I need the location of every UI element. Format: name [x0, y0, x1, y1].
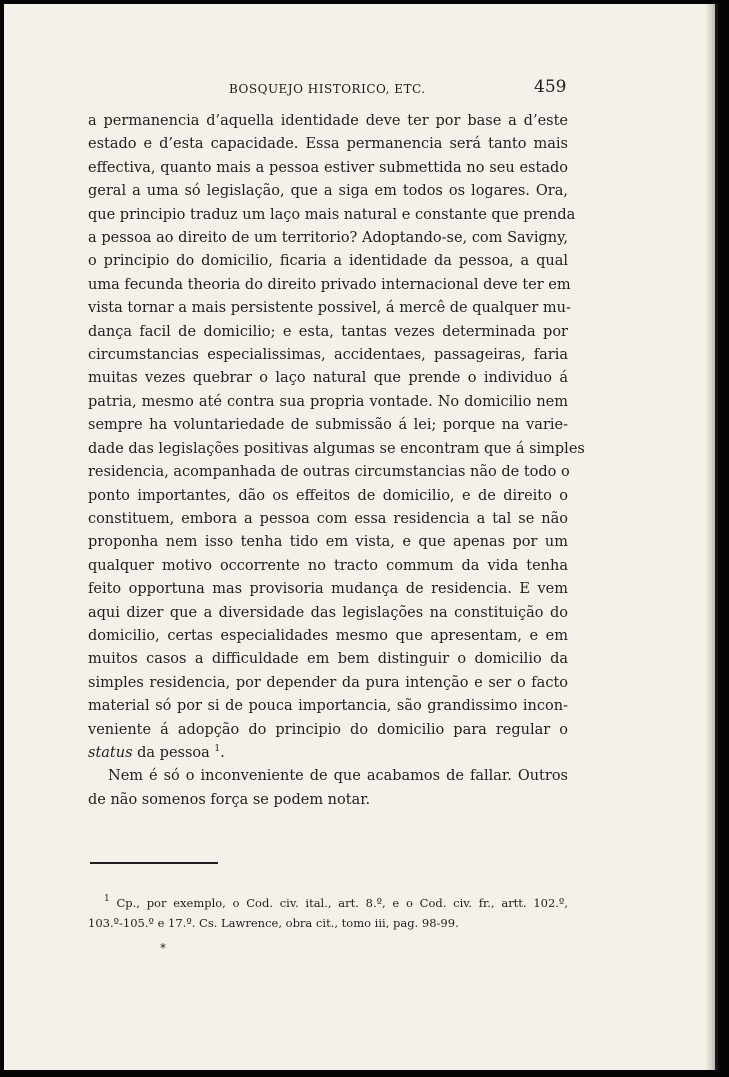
text-line: a permanencia d’aquella identidade deve ter por base a d’este — [88, 113, 568, 129]
paragraph-line: Nem é só o inconveniente de que acabamos de fallar. Outros — [108, 768, 568, 785]
page-header — [4, 76, 715, 100]
text-line: simples residencia, por depender da pura intenção e ser o facto — [88, 674, 568, 691]
text-line: proponha nem isso tenha tido em vista, e que apenas por um — [88, 534, 568, 551]
text-line-last — [88, 742, 568, 765]
text-line: circumstancias especialissimas, accidentaes, passageiras, faria — [88, 347, 568, 364]
text-line: estado e d’esta capacidade. Essa permanencia será tanto mais — [88, 136, 568, 153]
text-line: domicilio, certas especialidades mesmo que apresentam, e em — [88, 627, 568, 644]
text-line: aqui dizer que a diversidade das legislações na constituição do — [88, 604, 568, 621]
text-line: vista tornar a mais persistente possivel, á mercê de qualquer mu- — [88, 300, 571, 317]
text-line: feito opportuna mas provisoria mudança de residencia. E vem — [88, 581, 568, 598]
text-line: a pessoa ao direito de um territorio? Adoptando-se, com Savigny, — [88, 230, 568, 247]
footnote-marker: 1 — [104, 894, 110, 904]
text-line: muitos casos a difficuldade em bem distinguir o domicilio da — [88, 651, 568, 668]
footnote — [88, 894, 568, 933]
text-line: residencia, acompanhada de outras circumstancias não de todo o — [88, 464, 570, 481]
body-text — [88, 110, 585, 812]
text-line: muitas vezes quebrar o laço natural que prende o individuo á — [88, 370, 568, 387]
footnote-line: 103.º-105.º e 17.º. Cs. Lawrence, obra cit., tomo iii, pag. 98-99. — [88, 915, 459, 930]
footnote-line — [88, 894, 568, 914]
footnote-text: Cp., por exemplo, o Cod. civ. ital., art. 8.º, e o Cod. civ. fr., artt. 102.º, — [109, 896, 568, 910]
paragraph-line: de não somenos força se podem notar. — [88, 791, 371, 808]
text-line: qualquer motivo occorrente no tracto commum da vida tenha — [88, 557, 568, 574]
text-line: material só por si de pouca importancia, são grandissimo incon- — [88, 698, 568, 715]
page-edge-shadow — [705, 4, 715, 1070]
text-line: veniente á adopção do principio do domicilio para regular o — [88, 721, 568, 738]
text-line: o principio do domicilio, ficaria a identidade da pessoa, a qual — [88, 253, 568, 270]
scanned-page — [4, 4, 718, 1070]
footnote-reference[interactable]: 1 — [214, 743, 221, 754]
text-line: effectiva, quanto mais a pessoa estiver submettida no seu estado — [88, 159, 568, 176]
italic-term: status — [88, 744, 133, 761]
text-line: que principio traduz um laço mais natural e constante que prenda — [88, 206, 576, 223]
running-title: BOSQUEJO HISTORICO, ETC. — [229, 82, 426, 96]
page-number: 459 — [534, 77, 567, 97]
text-fragment: da pessoa — [132, 744, 215, 761]
text-fragment: . — [220, 744, 225, 761]
text-line: patria, mesmo até contra sua propria vontade. No domicilio nem — [88, 393, 568, 410]
text-line: geral a uma só legislação, que a siga em todos os logares. Ora, — [88, 183, 568, 200]
text-line: sempre ha voluntariedade de submissão á lei; porque na varie- — [88, 417, 568, 434]
footnote-separator — [90, 862, 218, 864]
text-line: dade das legislações positivas algumas se encontram que á simples — [88, 440, 585, 457]
text-line: ponto importantes, dão os effeitos de domicilio, e de direito o — [88, 487, 568, 504]
text-line: constituem, embora a pessoa com essa residencia a tal se não — [88, 510, 568, 527]
printer-mark: * — [160, 941, 166, 955]
text-line: uma fecunda theoria do direito privado internacional deve ter em — [88, 276, 571, 293]
text-line: dança facil de domicilio; e esta, tantas vezes determinada por — [88, 323, 568, 340]
